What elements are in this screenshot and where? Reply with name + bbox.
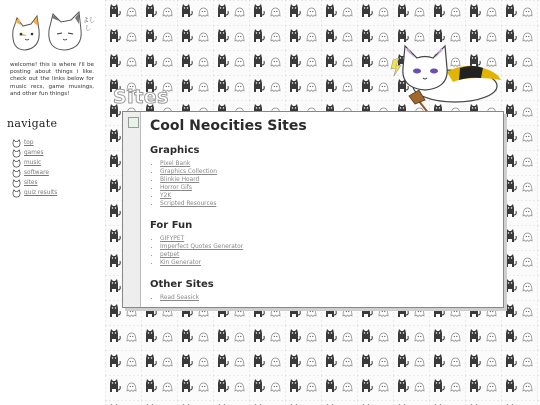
panel-content [150,118,497,302]
link-kin-generator[interactable]: Kin Generator [160,260,202,266]
nav-link-software[interactable]: software [24,170,49,176]
sites-heading: Sites [113,86,169,108]
broken-image-icon [128,117,139,128]
panel-side-strip [123,112,141,307]
nav-item-sites[interactable] [12,178,57,188]
nav-item-music[interactable] [12,158,57,168]
link-pixel-bank[interactable]: Pixel Bank [160,161,191,167]
nav-item-quiz-results[interactable] [12,188,57,198]
link-list-for-fun [150,235,497,267]
cat-face-icon [12,189,21,198]
list-item [160,192,497,200]
list-item [160,168,497,176]
cat-face-icon [12,159,21,168]
list-item [160,243,497,251]
cat-face-icon [12,179,21,188]
link-blinkie-hoard[interactable]: Blinkie Hoard [160,177,200,183]
nav-link-quiz-results[interactable]: quiz results [24,190,58,196]
link-petpet[interactable]: petpet [160,252,180,258]
list-item [160,235,497,243]
cat-face-icon [12,169,21,178]
cat-face-icon [12,139,21,148]
nav-link-sites[interactable]: sites [24,180,38,186]
link-y2k[interactable]: Y2K [160,193,172,199]
link-list-other-sites [150,294,497,302]
list-item [160,184,497,192]
nav-item-software[interactable] [12,168,57,178]
link-list-graphics [150,160,497,208]
section-heading-other-sites: Other Sites [150,279,214,290]
section-heading-graphics: Graphics [150,145,200,156]
list-item [160,259,497,267]
witch-cat-mascot-icon [385,38,505,120]
cat-face-icon [12,149,21,158]
link-scripted-resources[interactable]: Scripted Resources [160,201,217,207]
link-imperfect-quotes-generator[interactable]: Imperfect Quotes Generator [160,244,244,250]
list-item [160,176,497,184]
nav-item-top[interactable] [12,138,57,148]
link-horror-gifs[interactable]: Horror Gifs [160,185,192,191]
link-gifypet[interactable]: GIFYPET [160,236,185,242]
svg-text:し: し [85,25,92,32]
list-item [160,200,497,208]
nav-link-games[interactable]: games [24,150,44,156]
page-title: Cool Neocities Sites [150,118,307,134]
svg-text:よし: よし [83,17,96,24]
sidebar [0,0,105,405]
nav-link-music[interactable]: music [24,160,42,166]
nav-item-games[interactable] [12,148,57,158]
list-item [160,294,497,302]
nav-title: navigate [7,117,58,130]
cats-doodle-icon [5,8,100,56]
nav-link-top[interactable]: top [24,140,34,146]
link-read-seasick[interactable]: Read Seasick [160,295,200,301]
list-item [160,251,497,259]
link-graphics-collection[interactable]: Graphics Collection [160,169,218,175]
intro-text: welcome! this is where i'll be posting about things i like. check out the links below for music recs, game musings, and other fun things! [10,62,94,97]
section-heading-for-fun: For Fun [150,220,193,231]
list-item [160,160,497,168]
nav-list [12,138,57,198]
sites-panel [122,111,504,308]
